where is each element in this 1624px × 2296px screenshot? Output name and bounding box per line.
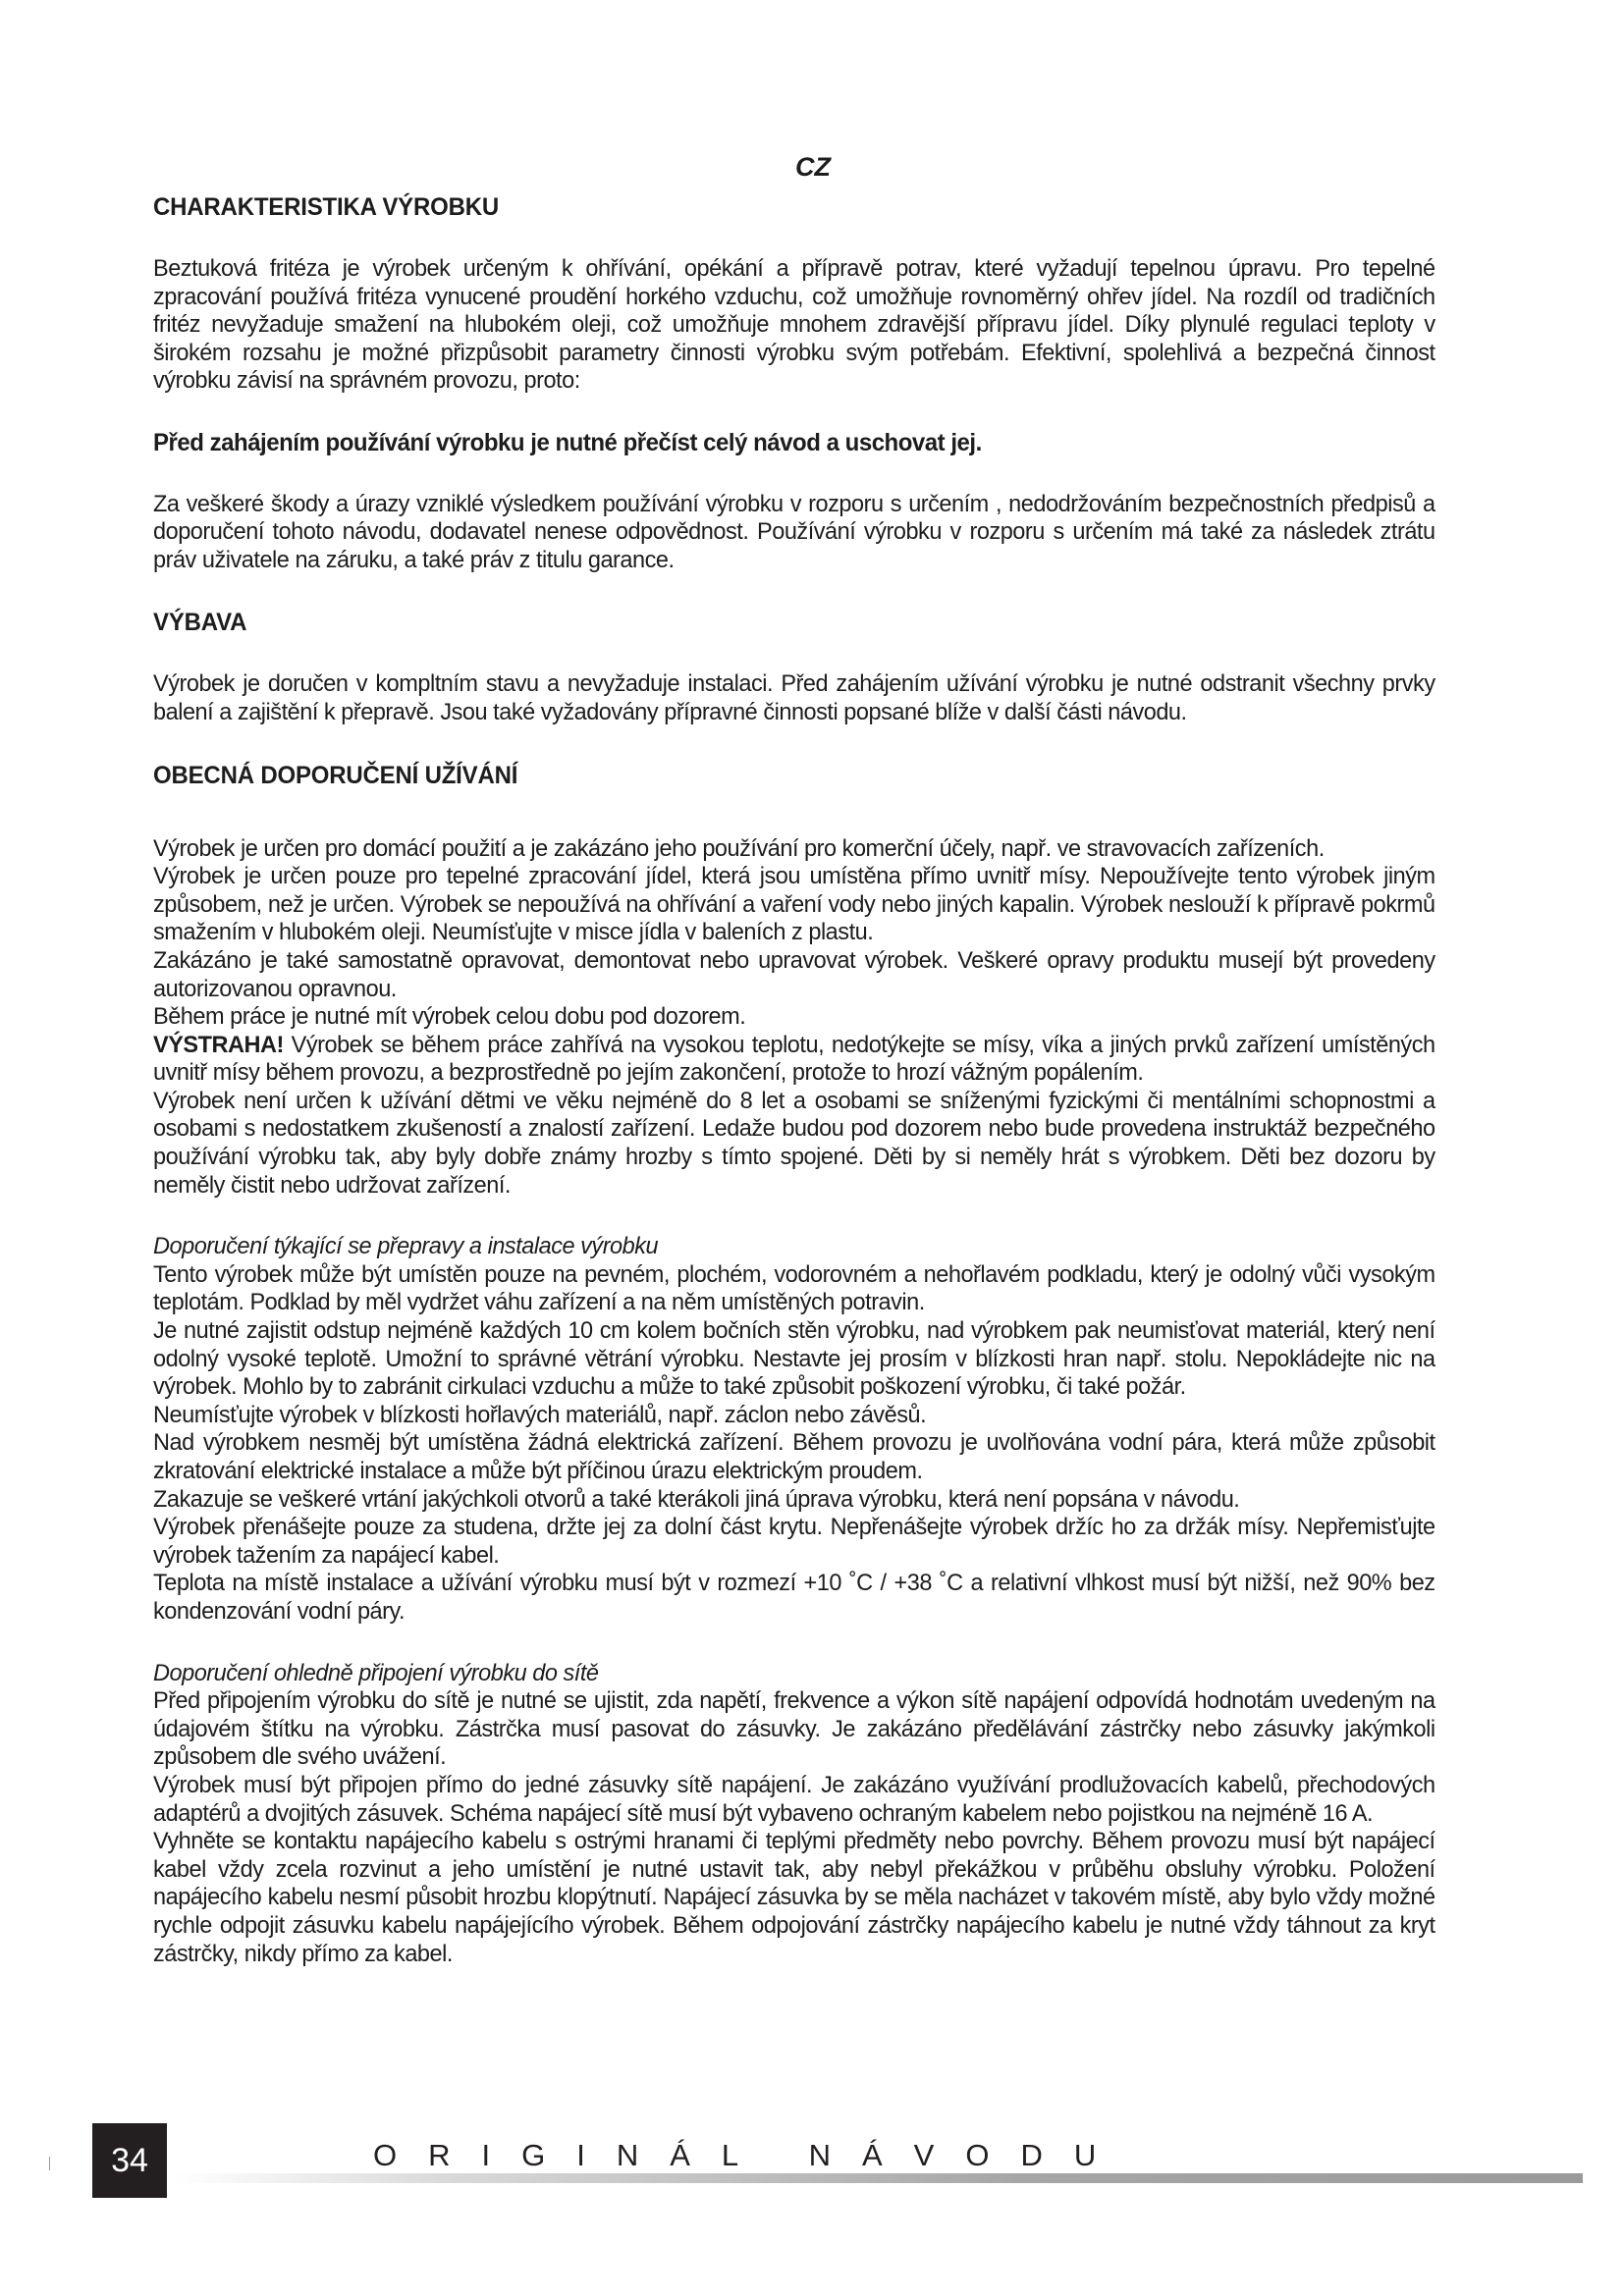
subsection-title-site: Doporučení ohledně připojení výrobku do sítě [153, 1659, 599, 1686]
paragraph: Výrobek je doručen v kompltním stavu a nevyžaduje instalaci. Před zahájením užívání výrobku je nutné odstranit všechny prvky balení a zajištění k přepravě. Jsou také vyžadovány přípravné činnosti popsané blíže v další části návodu. [153, 670, 1435, 725]
important-notice: Před zahájením používání výrobku je nutné přečíst celý návod a uschovat jej. [153, 428, 982, 456]
paragraph: Vyhněte se kontaktu napájecího kabelu s ostrými hranami či teplými předměty nebo povrchy. Během provozu musí být napájecí kabel vždy zcela rozvinut a jeho umístění je nutné ustavit tak, aby nebyl překážkou v průběhu obsluhy výrobku. Položení napájecího kabelu nesmí působit hrozbu klopýtnutí. Napájecí zásuvka by se měla nacházet v takovém místě, aby bylo vždy možné rychle odpojit zásuvku kabelu napájejícího výrobek. Během odpojování zástrčky napájecího kabelu je nutné vždy táhnout za kryt zástrčky, nikdy přímo za kabel. [153, 1828, 1435, 1967]
section-title-obecna: OBECNÁ DOPORUČENÍ UŽÍVÁNÍ [153, 761, 518, 789]
paragraph: Před připojením výrobku do sítě je nutné se ujistit, zda napětí, frekvence a výkon sítě napájení odpovídá hodnotám uvedeným na údajovém štítku na výrobku. Zástrčka musí pasovat do zásuvky. Je zakázáno předělávání zástrčky nebo zásuvky jakýmkoli způsobem dle svého uvážení. [153, 1687, 1435, 1771]
subsection-title-preprava: Doporučení týkající se přepravy a instalace výrobku [153, 1233, 659, 1260]
language-code: CZ [795, 152, 831, 182]
document-body [153, 192, 1435, 1968]
paragraph: Za veškeré škody a úrazy vzniklé výsledkem používání výrobku v rozporu s určením , nedodržováním bezpečnostních předpisů a doporučení tohoto návodu, dodavatel nenese odpovědnost. Používání výrobku v rozporu s určením má také za následek ztrátu práv uživatele na záruku, a také práv z titulu garance. [153, 490, 1435, 573]
paragraph: Zakázáno je také samostatně opravovat, demontovat nebo upravovat výrobek. Veškeré opravy produktu musejí být provedeny autorizovanou opravnou. [153, 946, 1435, 1002]
paragraph: Výrobek je určen pouze pro tepelné zpracování jídel, která jsou umístěna přímo uvnitř mísy. Nepoužívejte tento výrobek jiným způsobem, než je určen. Výrobek se nepoužívá na ohřívání a vaření vody nebo jiných kapalin. Výrobek neslouží k přípravě pokrmů smažením v hlubokém oleji. Neumísťujte v misce jídla v baleních z plastu. [153, 863, 1435, 946]
paragraph: Nad výrobkem nesměj být umístěna žádná elektrická zařízení. Během provozu je uvolňována vodní pára, která může způsobit zkratování elektrické instalace a může být příčinou úrazu elektrickým proudem. [153, 1429, 1435, 1484]
margin-tick [49, 2157, 50, 2170]
warning-text: Výrobek se během práce zahřívá na vysokou teplotu, nedotýkejte se mísy, víka a jiných prvků zařízení umístěných uvnitř mísy během provozu, a bezprostředně po jejím zakončení, protože to hrozí vážným popálením. [153, 1031, 1435, 1087]
footer-gradient-bar [175, 2173, 1583, 2183]
paragraph: Neumísťujte výrobek v blízkosti hořlavých materiálů, např. záclon nebo závěsů. [153, 1401, 927, 1428]
paragraph: Teplota na místě instalace a užívání výrobku musí být v rozmezí +10 ˚C / +38 ˚C a relativní vlhkost musí být nižší, než 90% bez kondenzování vodní páry. [153, 1570, 1435, 1625]
paragraph: Během práce je nutné mít výrobek celou dobu pod dozorem. [153, 1003, 746, 1031]
section-title-charakteristika: CHARAKTERISTIKA VÝROBKU [153, 193, 500, 221]
paragraph: Beztuková fritéza je výrobek určeným k ohřívání, opékání a přípravě potrav, které vyžadují tepelnou úpravu. Pro tepelné zpracování používá fritéza vynucené proudění horkého vzduchu, což umožňuje rovnoměrný ohřev jídel. Na rozdíl od tradičních fritéz nevyžaduje smažení na hlubokém oleji, což umožňuje mnohem zdravější přípravu jídel. Díky plynulé regulaci teploty v širokém rozsahu je možné přizpůsobit parametry činnosti výrobku svým potřebám. Efektivní, spolehlivá a bezpečná činnost výrobku závisí na správném provozu, proto: [153, 255, 1435, 395]
paragraph: Zakazuje se veškeré vrtání jakýchkoli otvorů a také kterákoli jiná úprava výrobku, která není popsána v návodu. [153, 1485, 1240, 1513]
paragraph: Výrobek je určen pro domácí použití a je zakázáno jeho používání pro komerční účely, např. ve stravovacích zařízeních. [153, 834, 1325, 862]
paragraph: Výrobek musí být připojen přímo do jedné zásuvky sítě napájení. Je zakázáno využívání prodlužovacích kabelů, přechodových adaptérů a dvojitých zásuvek. Schéma napájecí sítě musí být vybaveno ochraným kabelem nebo pojistkou na nejméně 16 A. [153, 1771, 1435, 1827]
paragraph: Je nutné zajistit odstup nejméně každých 10 cm kolem bočních stěn výrobku, nad výrobkem pak neumisťovat materiál, který není odolný vysoké teplotě. Umožní to správné větrání výrobku. Nestavte jej prosím v blízkosti hran např. stolu. Nepokládejte nic na výrobek. Mohlo by to zabránit cirkulaci vzduchu a může to také způsobit poškození výrobku, či také požár. [153, 1317, 1435, 1401]
footer-title: ORIGINÁL NÁVODU [373, 2138, 1128, 2172]
paragraph: Tento výrobek může být umístěn pouze na pevném, plochém, vodorovném a nehořlavém podkladu, který je odolný vůči vysokým teplotám. Podklad by měl vydržet váhu zařízení a na něm umístěných potravin. [153, 1260, 1435, 1316]
warning-label: VÝSTRAHA! [153, 1031, 284, 1058]
page-number: 34 [92, 2123, 167, 2198]
warning-paragraph [153, 1032, 1435, 1088]
paragraph: Výrobek není určen k užívání dětmi ve věku nejméně do 8 let a osobami se sníženými fyzickými či mentálními schopnostmi a osobami s nedostatkem zkušeností a znalostí zařízení. Ledaže budou pod dozorem nebo bude provedena instruktáž bezpečného používání výrobku tak, aby byly dobře známy hrozby s tímto spojené. Děti by si neměly hrát s výrobkem. Děti bez dozoru by neměly čistit nebo udržovat zařízení. [153, 1087, 1435, 1199]
section-title-vybava: VÝBAVA [153, 609, 247, 637]
paragraph: Výrobek přenášejte pouze za studena, držte jej za dolní část krytu. Nepřenášejte výrobek držíc ho za držák mísy. Nepřemisťujte výrobek tažením za napájecí kabel. [153, 1514, 1435, 1569]
